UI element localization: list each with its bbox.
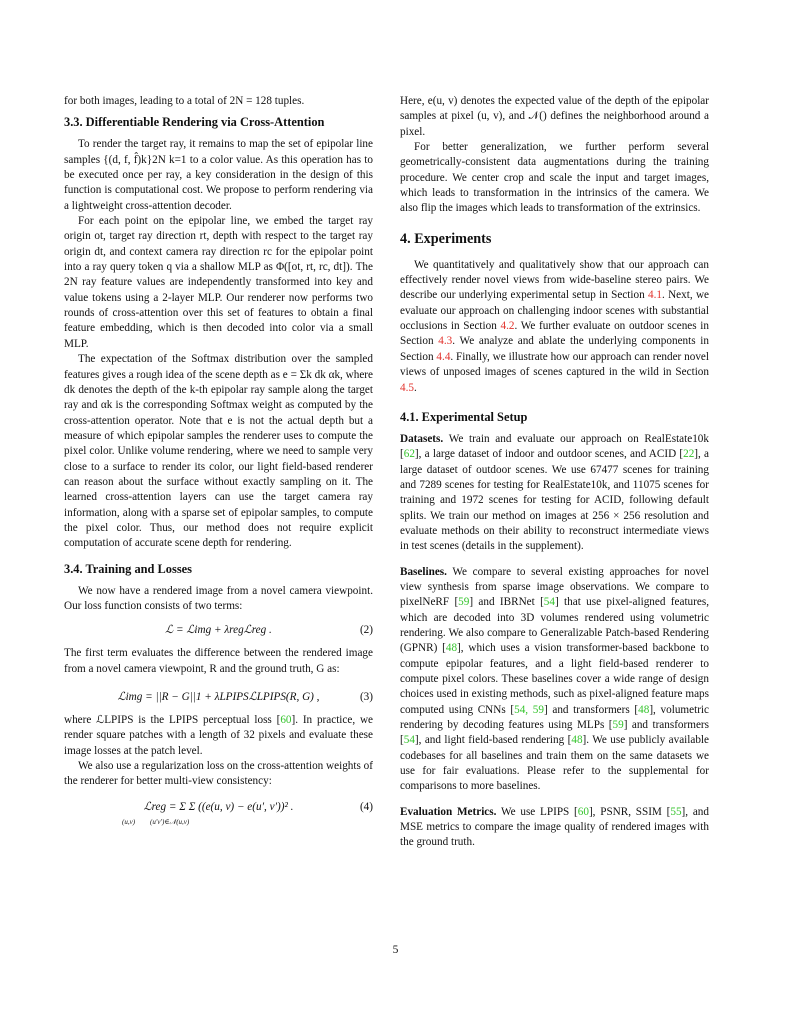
text: ] that use pixel-aligned features, which are decoded into 3D volumes rendered using volumetric rendering. We also compare to Generalizable Patch-based Rendering (GPNR) [: [400, 596, 709, 655]
citation-link[interactable]: 48: [445, 642, 458, 655]
text: . Next, we evaluate our approach on challenging indoor scenes with substantial occlusions in Section: [400, 289, 709, 333]
citation-link[interactable]: 54: [543, 596, 555, 609]
paragraph-title: Datasets.: [400, 432, 444, 445]
paragraph: [400, 258, 709, 396]
citation-link[interactable]: 60: [577, 805, 589, 818]
equation-3: [64, 685, 373, 709]
citation-link[interactable]: 59: [532, 703, 544, 716]
section-heading-3-3: 3.3. Differentiable Rendering via Cross-Attention: [64, 115, 325, 130]
text: ], a large dataset of indoor and outdoor scenes, and ACID [: [414, 448, 684, 461]
equation-4-sum-index-1: (u,v): [122, 817, 136, 826]
section-ref-link[interactable]: 4.5: [400, 381, 414, 394]
text: ], PSNR, SSIM [: [588, 805, 671, 818]
equation-2-body: ℒ = ℒimg + λregℒreg .: [165, 624, 272, 637]
equation-2-number: (2): [359, 624, 373, 637]
right-column: [400, 94, 709, 851]
citation-link[interactable]: 22: [683, 448, 695, 461]
paragraph: We now have a rendered image from a novel camera viewpoint. Our loss function consists of two terms:: [64, 584, 373, 612]
paragraph: [64, 713, 373, 759]
text: ], a large dataset of outdoor scenes. We use 67477 scenes for training and 7289 scenes for testing for RealEstate10k, and 11075 scenes for training and 1972 scenes for testing for ACID, following default splits. We train our method on images at 256 × 256 resolution and evaluate methods on their ability to reconstruct intermediate views in test scenes (details in the supplement).: [400, 448, 709, 553]
section-ref-link[interactable]: 4.1: [648, 289, 662, 302]
citation-link[interactable]: 48: [571, 734, 583, 747]
citation-link[interactable]: 54: [403, 734, 415, 747]
text: . We analyze and ablate the underlying components in Section: [400, 335, 709, 363]
equation-4: [64, 794, 373, 830]
text: .: [413, 381, 417, 394]
section-heading-3-4: 3.4. Training and Losses: [64, 561, 192, 576]
text: ] and IBRNet [: [469, 596, 544, 609]
text: where ℒLPIPS is the LPIPS perceptual loss [: [64, 714, 281, 726]
text: We compare to several existing approaches for novel view synthesis from sparse image observations. We compare to pixelNeRF [: [400, 565, 709, 609]
text: ]. In practice, we render square patches with a length of 32 pixels and evaluate these image losses at the patch level.: [64, 714, 373, 757]
paragraph: [400, 565, 709, 795]
equation-3-body: ℒimg = ||R − G||1 + λLPIPSℒLPIPS(R, G) ,: [117, 691, 320, 703]
citation-link[interactable]: 54: [514, 703, 526, 716]
spacer: [400, 795, 709, 805]
citation-link[interactable]: 62: [403, 448, 415, 461]
equation-2: [64, 618, 373, 642]
section-ref-link[interactable]: 4.4: [436, 350, 451, 363]
paragraph: Here, e(u, v) denotes the expected value of the depth of the epipolar samples at pixel (u, v), and 𝒩() defines the neighborhood around a pixel.: [400, 95, 709, 138]
text: ], and MSE metrics to compare the image quality of rendered images with the ground truth.: [400, 805, 709, 849]
left-column: [64, 94, 373, 834]
paragraph: For each point on the epipolar line, we embed the target ray origin ot, target ray direction rt, depth with respect to the target ray origin dt, and context camera ray direction rc for the epipolar point into a ray query token q via a shallow MLP as Φ([ot, rt, rc, dt]). The 2N ray feature values are independently transformed into key and value tokens using a 2-layer MLP. Our renderer now performs two rounds of cross-attention over this set of features to obtain a final feature embedding, which is then decoded into color via a small MLP.: [64, 215, 373, 350]
paragraph: [400, 432, 709, 555]
equation-3-number: (3): [359, 691, 373, 703]
paragraph: For better generalization, we further perform several geometrically-consistent data augmentations during the training procedure. We center crop and scale the input and target images, which leads to transformation in the intrinsics of the camera. We also flip the images which leads to transformation of the extrinsics.: [400, 141, 709, 215]
text: ] and transformers [: [400, 719, 710, 747]
paragraph: The first term evaluates the difference between the rendered image from a novel camera viewpoint, R and the ground truth, G as:: [64, 647, 373, 675]
citation-link[interactable]: 59: [458, 596, 470, 609]
section-ref-link[interactable]: 4.2: [500, 320, 515, 333]
text: We train and evaluate our approach on RealEstate10k [: [400, 432, 709, 461]
text: ], volumetric rendering by decoding features using MLPs [: [400, 703, 709, 732]
citation-link[interactable]: 48: [638, 703, 650, 716]
text: . We further evaluate on outdoor scenes in Section: [400, 320, 709, 348]
equation-4-number: (4): [359, 800, 373, 813]
text: ] and transformers [: [543, 703, 639, 716]
equation-4-sum-index-2: (u′v′)∈𝒩(u,v): [150, 817, 190, 826]
section-heading-4: 4. Experiments: [400, 230, 492, 247]
citation-link[interactable]: 59: [612, 719, 624, 732]
paragraph: We also use a regularization loss on the cross-attention weights of the renderer for better multi-view consistency:: [64, 760, 373, 788]
citation-link[interactable]: 60: [280, 714, 292, 726]
text: ], and light field-based rendering [: [414, 734, 572, 747]
paragraph-title: Baselines.: [400, 565, 447, 578]
text: ], which uses a vision transformer-based backbone to compute epipolar features, and a light field-based renderer to compute pixel colors. These baselines cover a wide range of design choices used in existing methods, such as pixel-aligned feature maps computed using CNNs [: [400, 642, 709, 716]
text: . Finally, we illustrate how our approach can render novel views of unposed images of scenes captured in the wild in Section: [400, 350, 709, 379]
section-heading-4-1: 4.1. Experimental Setup: [400, 409, 528, 424]
paragraph: [400, 805, 709, 851]
page-number: 5: [392, 944, 399, 956]
text: We quantitatively and qualitatively show that our approach can effectively render novel views from wide-baseline stereo pairs. We describe our underlying experimental setup in Section: [400, 258, 709, 302]
citation-link[interactable]: 55: [670, 805, 682, 818]
paragraph: for both images, leading to a total of 2N = 128 tuples.: [64, 95, 305, 107]
paragraph: The expectation of the Softmax distribution over the sampled features gives a rough idea of the scene depth as e = Σk dk αk, where dk denotes the depth of the k-th epipolar ray sample along the target ray and αk is the corresponding Softmax weight as computed by the cross-attention operator. Note that e is not the actual depth but a measure of which epipolar samples the renderer uses to compute the pixel color. Unlike volume rendering, where we need to sample very close to a surface to render its color, our light field-based renderer can reason about the surface without exactly sampling on it. The learned cross-attention layers can use the target camera ray information, along with a sparse set of epipolar samples, to compute the pixel color. Thus, our method does not require explicit computation of accurate scene depth for rendering.: [64, 353, 373, 550]
text: We use LPIPS [: [496, 805, 578, 818]
paragraph: To render the target ray, it remains to map the set of epipolar line samples {(d, f, f̂)k}2N k=1 to a color value. As this operation has to be executed once per ray, a key consideration in the design of this function is computational cost. We propose to perform rendering via a lightweight cross-attention decoder.: [64, 138, 373, 212]
paragraph-title: Evaluation Metrics.: [400, 805, 497, 818]
spacer: [400, 555, 709, 565]
section-ref-link[interactable]: 4.3: [438, 335, 453, 348]
citation-separator: ,: [525, 703, 533, 716]
equation-4-body: ℒreg = Σ Σ ((e(u, v) − e(u′, v′))² .: [143, 800, 294, 813]
text: ]. We use publicly available codebases for all baselines and train them on the same datasets we use for fair evaluations. Please refer to the supplemental for comparisons to more baselines.: [400, 734, 710, 793]
